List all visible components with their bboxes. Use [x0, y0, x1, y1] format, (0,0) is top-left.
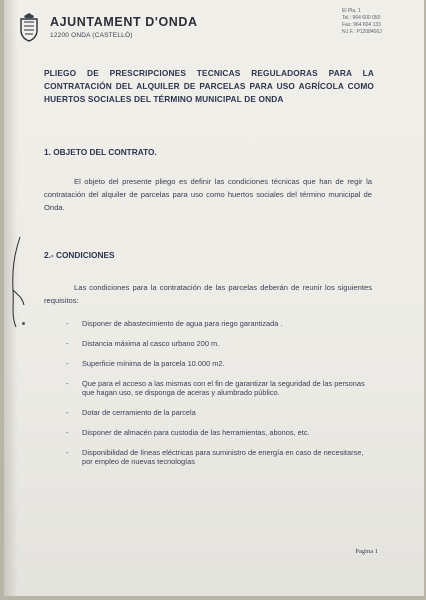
page-number: Pagina 1 [355, 548, 378, 555]
section-heading-objeto: 1. OBJETO DEL CONTRATO. [44, 147, 157, 157]
list-item: - Distancia máxima al casco urbano 200 m. [66, 339, 220, 348]
list-item: - Dotar de cerramiento de la parcela [66, 408, 196, 417]
document-title: PLIEGO DE PRESCRIPCIONES TECNICAS REGULADORAS PARA LA CONTRATACIÓN DEL ALQUILER DE PARCELAS PARA USO AGRÍCOLA COMO HUERTOS SOCIALES DEL TÉRMINO MUNICIPAL DE ONDA [44, 68, 374, 104]
list-item: - Disponibilidad de líneas eléctricas para suministro de energía en caso de necesitarse, por empleo de nuevas tecnologías [66, 448, 364, 466]
contact-line: Fax: 964 604 133 [342, 22, 381, 28]
list-item: - Disponer de almacén para custodia de las herramientas, abonos, etc. [66, 428, 310, 437]
requirements-list [66, 319, 366, 466]
list-item: - Disponer de abastecimiento de agua para riego garantizada . [66, 319, 283, 328]
section-heading-condiciones: 2.- CONDICIONES [44, 250, 115, 260]
section-objeto-body: El objeto del presente pliego es definir las condiciones técnicas que han de regir la contratación del alquiler de parcelas para uso como huertos sociales del término municipal de Onda. [44, 177, 372, 212]
section-condiciones-intro [44, 281, 372, 307]
contact-line: El Pla, 1 [342, 8, 361, 14]
org-address: 12200 ONDA (CASTELLÓ) [50, 32, 133, 39]
municipal-crest-icon [18, 12, 40, 42]
contact-block [342, 8, 412, 36]
contact-line: Tel.: 964 600 050 [342, 15, 381, 21]
list-item: - Superficie mínima de la parcela 10.000 m2. [66, 359, 225, 368]
mark-dot [22, 322, 25, 325]
contact-line: N.I.F.: P1208400J [342, 29, 382, 35]
handwritten-mark [8, 235, 28, 330]
org-name: AJUNTAMENT D'ONDA [50, 15, 198, 29]
section-condiciones-intro-text: Las condiciones para la contratación de las parcelas deberán de reunir los siguientes requisitos: [44, 283, 372, 305]
document-page [4, 0, 424, 596]
list-item: - Que para el acceso a las mismas con el fin de garantizar la seguridad de las personas que hagan uso, se disponga de aceras y alumbrado público. [66, 379, 365, 397]
section-objeto-text [44, 175, 372, 214]
